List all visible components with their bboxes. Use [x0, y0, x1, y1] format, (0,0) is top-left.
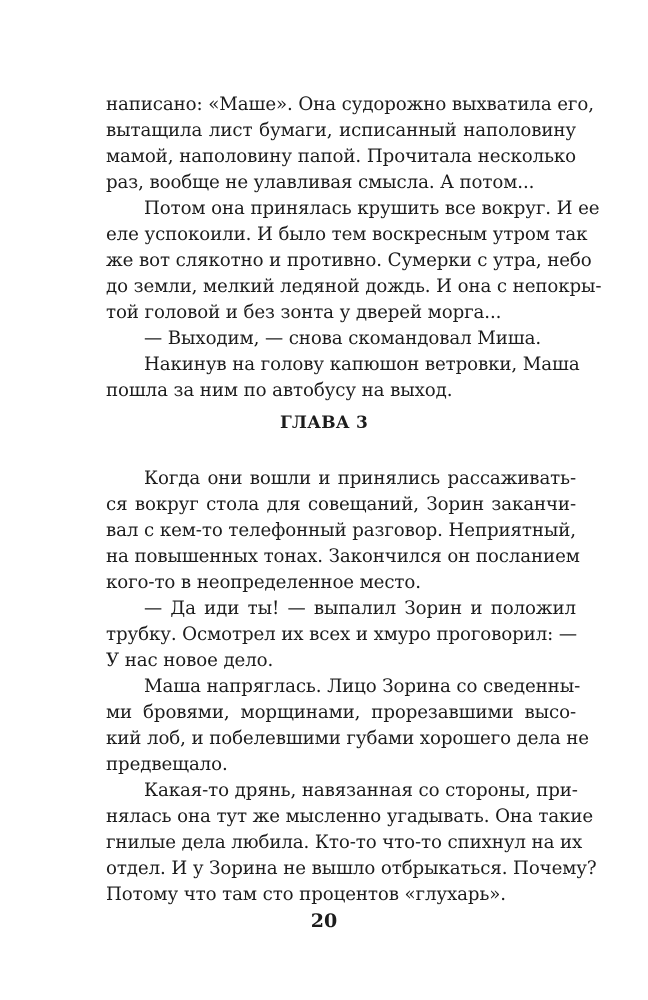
text-line: гнилые дела любила. Кто-то что-то спихнул на их — [106, 832, 583, 853]
text-line: отдел. И у Зорина не вышло отбрыкаться. Почему? — [106, 858, 597, 879]
text-line: вал с кем-то телефонный разговор. Неприятный, — [106, 520, 576, 541]
text-line: Потому что там сто процентов «глухарь». — [106, 884, 506, 905]
text-line: Накинув на голову капюшон ветровки, Маша — [144, 354, 580, 375]
text-line: Какая-то дрянь, навязанная со стороны, при- — [144, 780, 578, 801]
text-line: Потом она принялась крушить все вокруг. И ее — [144, 198, 600, 219]
text-line: же вот слякотно и противно. Сумерки с утра, небо — [106, 250, 592, 271]
text-line: предвещало. — [106, 754, 228, 775]
text-line: до земли, мелкий ледяной дождь. И она с непокры- — [106, 276, 602, 297]
text-line: кого-то в неопределенное место. — [106, 572, 421, 593]
text-line: ся вокруг стола для совещаний, Зорин заканчи- — [106, 494, 576, 515]
text-line: Маша напряглась. Лицо Зорина со сведенны- — [144, 676, 581, 697]
text-line: трубку. Осмотрел их всех и хмуро проговорил: — — [106, 624, 577, 645]
text-line: кий лоб, и побелевшими губами хорошего дела не — [106, 728, 589, 749]
text-line: написано: «Маше». Она судорожно выхватила его, — [106, 94, 594, 115]
text-line: еле успокоили. И было тем воскресным утром так — [106, 224, 588, 245]
text-line: на повышенных тонах. Закончился он посланием — [106, 546, 580, 567]
page-number: 20 — [310, 910, 338, 932]
text-line: мамой, наполовину папой. Прочитала несколько — [106, 146, 576, 167]
text-line: Когда они вошли и принялись рассаживать- — [144, 468, 576, 489]
text-line: нялась она тут же мысленно угадывать. Она такие — [106, 806, 594, 827]
text-line: ми бровями, морщинами, прорезавшими высо- — [106, 702, 576, 723]
text-line: — Да иди ты! — выпалил Зорин и положил — [144, 598, 576, 619]
text-line: раз, вообще не улавливая смысла. А потом... — [106, 172, 535, 193]
text-line: — Выходим, — снова скомандовал Миша. — [144, 328, 541, 349]
text-line: вытащила лист бумаги, исписанный наполовину — [106, 120, 576, 141]
text-line: У нас новое дело. — [106, 650, 274, 671]
chapter-heading: ГЛАВА 3 — [280, 413, 368, 433]
text-line: пошла за ним по автобусу на выход. — [106, 380, 453, 401]
text-line: той головой и без зонта у дверей морга... — [106, 302, 502, 323]
